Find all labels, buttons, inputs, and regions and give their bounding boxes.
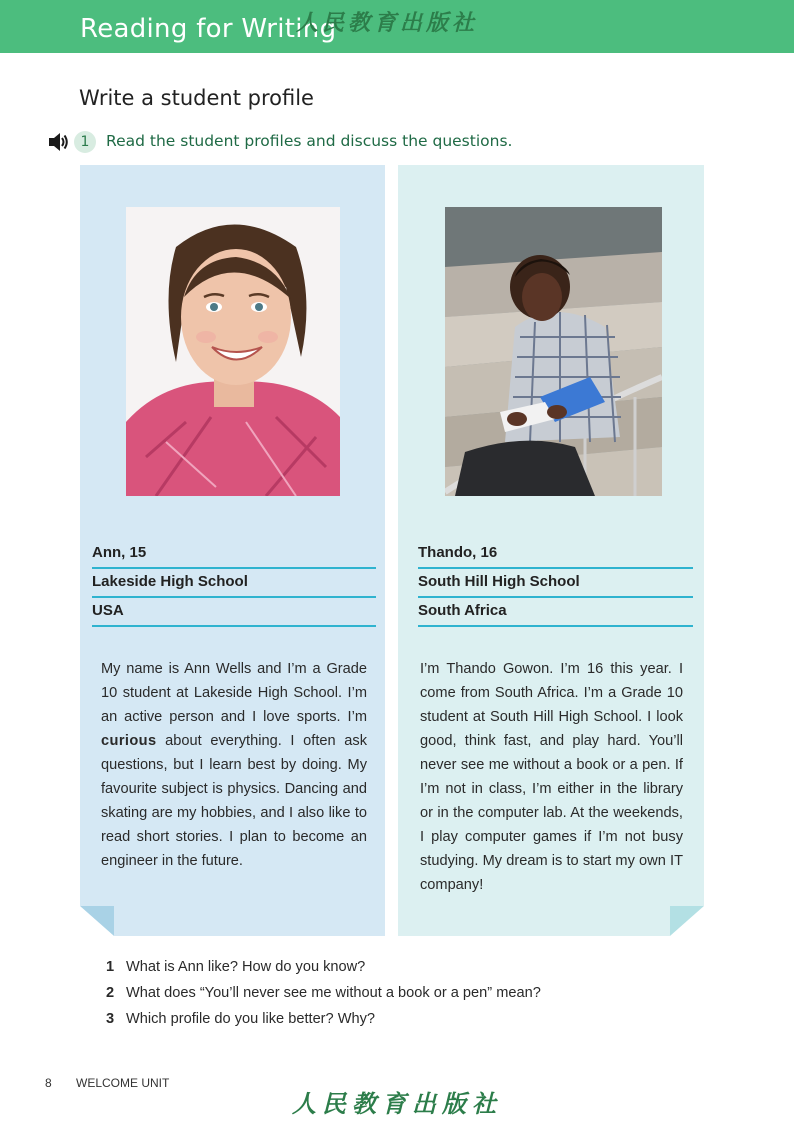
keyword-curious: curious <box>101 733 157 749</box>
question-number: 1 <box>106 959 115 975</box>
profile-photo-ann <box>126 207 340 496</box>
profile-card-ann <box>80 165 385 936</box>
exercise-number: 1 <box>74 131 96 153</box>
section-title: Write a student profile <box>79 86 314 110</box>
question-number: 3 <box>106 1011 115 1027</box>
profile-school: South Hill High School <box>418 570 693 598</box>
profile-info-ann <box>92 541 376 627</box>
speaker-icon[interactable] <box>48 133 70 151</box>
page-number: 8 <box>45 1076 52 1090</box>
profile-card-thando <box>398 165 704 936</box>
publisher-watermark-top: 人民教育出版社 <box>296 10 479 36</box>
profile-name-age: Ann, 15 <box>92 541 376 569</box>
profile-text-part: My name is Ann Wells and I’m a Grade 10 student at Lakeside High School. I’m an active person and I love sports. I’m <box>101 661 367 725</box>
profile-text-part: about everything. I often ask questions, but I learn best by doing. My favourite subject is physics. Dancing and skating are my hobbies, and I also like to read short stories. I plan to become an engineer in the future. <box>101 733 367 869</box>
profile-country: USA <box>92 599 376 627</box>
question-text: Which profile do you like better? Why? <box>126 1011 376 1027</box>
banner-title: Reading for Writing <box>80 14 337 44</box>
profile-country: South Africa <box>418 599 693 627</box>
profile-text-ann <box>101 657 367 873</box>
profile-info-thando <box>418 541 693 627</box>
exercise-instruction: Read the student profiles and discuss the questions. <box>106 132 513 150</box>
profile-photo-thando <box>445 207 662 496</box>
question-text: What does “You’ll never see me without a book or a pen” mean? <box>126 985 541 1001</box>
question-text: What is Ann like? How do you know? <box>126 959 366 975</box>
publisher-watermark-bottom: 人民教育出版社 <box>292 1089 502 1118</box>
page-fold-corner <box>670 906 704 936</box>
question-number: 2 <box>106 985 115 1001</box>
profile-text-thando: I’m Thando Gowon. I’m 16 this year. I come from South Africa. I’m a Grade 10 student at South Hill High School. I look good, think fast, and play hard. You’ll never see me without a book or a pen. If I’m not in class, I’m either in the library or in the computer lab. At the weekends, I play computer games if I’m not busy studying. My dream is to start my own IT company! <box>420 661 683 893</box>
profile-school: Lakeside High School <box>92 570 376 598</box>
page-fold-corner <box>80 906 114 936</box>
unit-label: WELCOME UNIT <box>76 1076 170 1090</box>
profile-name-age: Thando, 16 <box>418 541 693 569</box>
